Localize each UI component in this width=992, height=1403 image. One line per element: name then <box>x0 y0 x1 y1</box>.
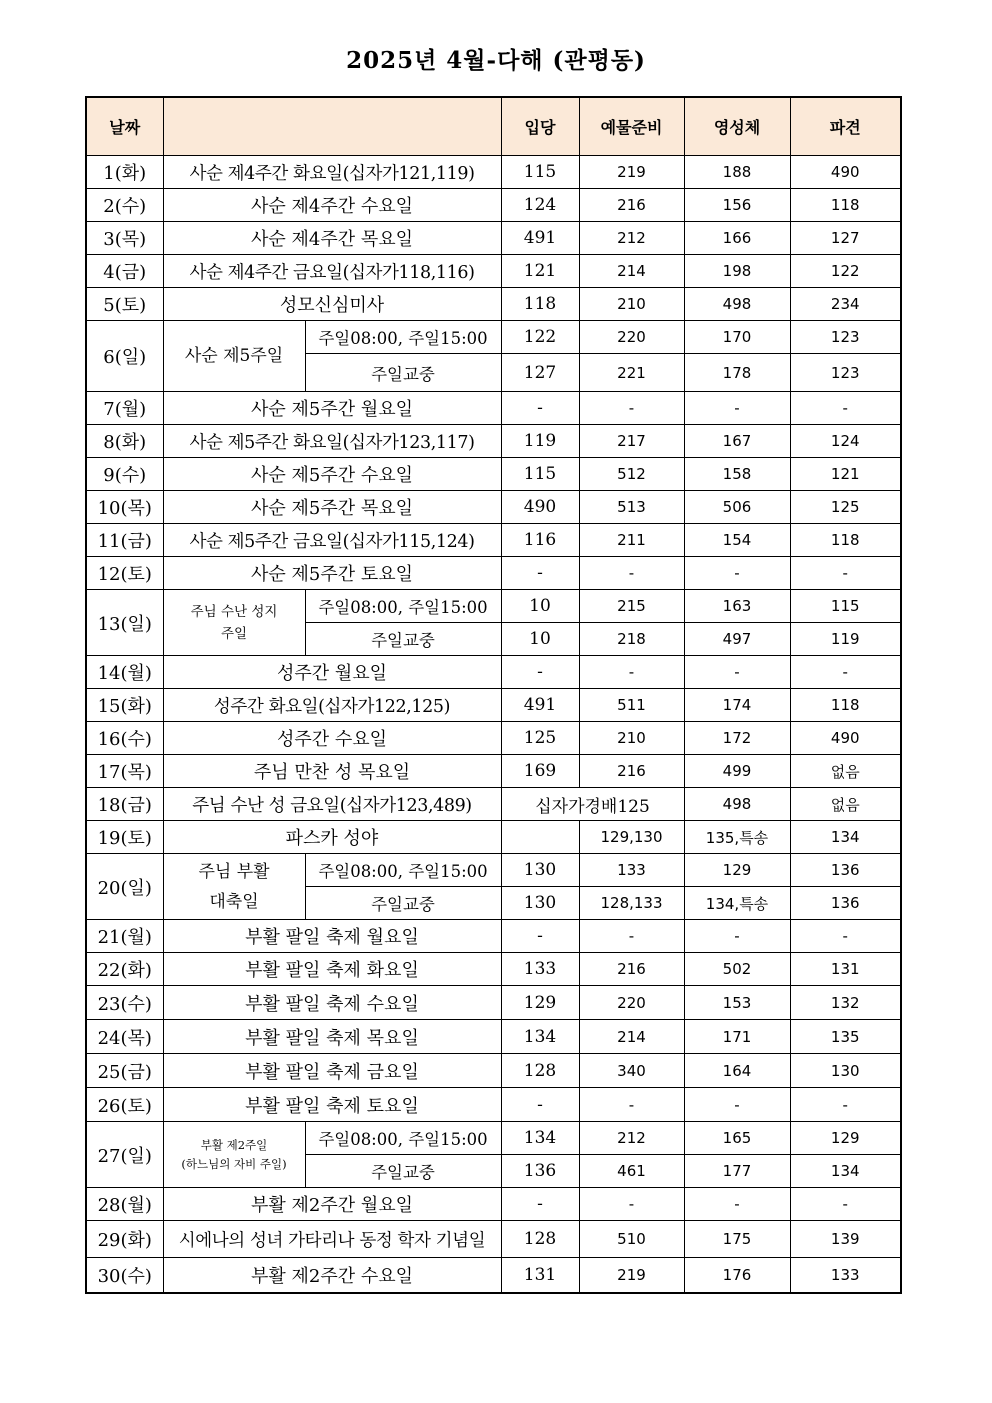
dismissal-value: 121 <box>790 458 901 491</box>
communion-value: 177 <box>684 1155 790 1188</box>
communion-value: - <box>684 557 790 590</box>
date-cell: 22(화) <box>86 953 163 986</box>
dismissal-value: 123 <box>790 321 901 354</box>
dismissal-value: 133 <box>790 1258 901 1293</box>
date-cell: 11(금) <box>86 524 163 557</box>
communion-value: 170 <box>684 321 790 354</box>
communion-value: 165 <box>684 1122 790 1155</box>
communion-value: 497 <box>684 623 790 656</box>
date-cell: 7(월) <box>86 392 163 425</box>
table-row <box>86 986 901 1020</box>
communion-value: 164 <box>684 1054 790 1088</box>
date-cell: 28(월) <box>86 1188 163 1221</box>
offertory-value: 217 <box>579 425 684 458</box>
offertory-value: 513 <box>579 491 684 524</box>
dismissal-value: 132 <box>790 986 901 1020</box>
dismissal-value: 없음 <box>790 788 901 821</box>
service-name-cell: 성모신심미사 <box>163 288 501 321</box>
dismissal-value: 125 <box>790 491 901 524</box>
table-row <box>86 821 901 854</box>
offertory-value: 216 <box>579 755 684 788</box>
entrance-value: 130 <box>501 854 579 887</box>
table-row <box>86 656 901 689</box>
service-name-cell: 성주간 수요일 <box>163 722 501 755</box>
offertory-value: 128,133 <box>579 887 684 920</box>
dismissal-value: 127 <box>790 222 901 255</box>
dismissal-value: - <box>790 920 901 953</box>
entrance-value: 134 <box>501 1020 579 1054</box>
offertory-value: - <box>579 1188 684 1221</box>
service-name-cell: 부활 제2주간 수요일 <box>163 1258 501 1293</box>
communion-value: 166 <box>684 222 790 255</box>
dismissal-value: 129 <box>790 1122 901 1155</box>
service-name-cell: 파스카 성야 <box>163 821 501 854</box>
service-name-cell: 사순 제4주간 금요일(십자가118,116) <box>163 255 501 288</box>
offertory-value: - <box>579 392 684 425</box>
offertory-value: 212 <box>579 222 684 255</box>
entrance-value: 10 <box>501 623 579 656</box>
service-name-cell: 부활 팔일 축제 금요일 <box>163 1054 501 1088</box>
cross-veneration-cell: 십자가경배125 <box>501 788 684 821</box>
entrance-value: 131 <box>501 1258 579 1293</box>
mass-time-cell: 주일08:00, 주일15:00 <box>305 321 501 354</box>
date-cell: 29(화) <box>86 1221 163 1258</box>
offertory-value: 214 <box>579 255 684 288</box>
dismissal-value: 134 <box>790 821 901 854</box>
dismissal-value: 119 <box>790 623 901 656</box>
entrance-value: - <box>501 392 579 425</box>
offertory-value: 211 <box>579 524 684 557</box>
date-cell: 30(수) <box>86 1258 163 1293</box>
entrance-value: 169 <box>501 755 579 788</box>
entrance-value: 118 <box>501 288 579 321</box>
dismissal-value: - <box>790 392 901 425</box>
date-cell: 26(토) <box>86 1088 163 1122</box>
offertory-value: 340 <box>579 1054 684 1088</box>
date-cell: 12(토) <box>86 557 163 590</box>
communion-value: 502 <box>684 953 790 986</box>
dismissal-value: 134 <box>790 1155 901 1188</box>
service-group-line-2: 대축일 <box>209 891 259 912</box>
communion-value: 135,특송 <box>684 821 790 854</box>
dismissal-value: 136 <box>790 887 901 920</box>
offertory-value: 221 <box>579 354 684 392</box>
dismissal-value: 136 <box>790 854 901 887</box>
table-row <box>86 755 901 788</box>
entrance-value: - <box>501 1088 579 1122</box>
communion-value: 498 <box>684 788 790 821</box>
header-date: 날짜 <box>86 97 163 156</box>
communion-value: - <box>684 1188 790 1221</box>
dismissal-value: 118 <box>790 689 901 722</box>
entrance-value: 119 <box>501 425 579 458</box>
offertory-value: 129,130 <box>579 821 684 854</box>
entrance-value: 130 <box>501 887 579 920</box>
date-cell: 10(목) <box>86 491 163 524</box>
service-name-cell: 성주간 화요일(십자가122,125) <box>163 689 501 722</box>
table-row <box>86 156 901 189</box>
service-name-cell: 부활 팔일 축제 목요일 <box>163 1020 501 1054</box>
date-cell: 13(일) <box>86 590 163 656</box>
communion-value: 175 <box>684 1221 790 1258</box>
table-row <box>86 321 901 354</box>
dismissal-value: - <box>790 1088 901 1122</box>
service-name-cell: 사순 제4주간 화요일(십자가121,119) <box>163 156 501 189</box>
entrance-value: 133 <box>501 953 579 986</box>
table-row <box>86 222 901 255</box>
table-row <box>86 255 901 288</box>
dismissal-value: 115 <box>790 590 901 623</box>
communion-value: 171 <box>684 1020 790 1054</box>
date-cell: 23(수) <box>86 986 163 1020</box>
table-row <box>86 1221 901 1258</box>
communion-value: - <box>684 656 790 689</box>
communion-value: 156 <box>684 189 790 222</box>
offertory-value: - <box>579 1088 684 1122</box>
entrance-value: 129 <box>501 986 579 1020</box>
communion-value: 188 <box>684 156 790 189</box>
dismissal-value: 130 <box>790 1054 901 1088</box>
offertory-value: 216 <box>579 189 684 222</box>
date-cell: 15(화) <box>86 689 163 722</box>
service-group-line-2: 주일 <box>220 625 248 642</box>
date-cell: 27(일) <box>86 1122 163 1188</box>
date-cell: 14(월) <box>86 656 163 689</box>
communion-value: 498 <box>684 288 790 321</box>
service-name-cell: 부활 팔일 축제 토요일 <box>163 1088 501 1122</box>
header-service <box>163 97 501 156</box>
table-row <box>86 288 901 321</box>
service-group-cell <box>163 1122 305 1188</box>
mass-time-cell: 주일교중 <box>305 887 501 920</box>
mass-time-cell: 주일교중 <box>305 1155 501 1188</box>
communion-value: 198 <box>684 255 790 288</box>
table-row <box>86 1020 901 1054</box>
service-name-cell: 부활 제2주간 월요일 <box>163 1188 501 1221</box>
service-name-cell: 시에나의 성녀 가타리나 동정 학자 기념일 <box>163 1221 501 1258</box>
date-cell: 24(목) <box>86 1020 163 1054</box>
dismissal-value: 없음 <box>790 755 901 788</box>
dismissal-value: 118 <box>790 524 901 557</box>
service-name-cell: 부활 팔일 축제 월요일 <box>163 920 501 953</box>
header-communion: 영성체 <box>684 97 790 156</box>
header-offertory: 예물준비 <box>579 97 684 156</box>
offertory-value: - <box>579 557 684 590</box>
offertory-value: - <box>579 920 684 953</box>
entrance-value: 115 <box>501 458 579 491</box>
date-cell: 18(금) <box>86 788 163 821</box>
date-cell: 17(목) <box>86 755 163 788</box>
mass-time-cell: 주일08:00, 주일15:00 <box>305 1122 501 1155</box>
service-name-cell: 부활 팔일 축제 화요일 <box>163 953 501 986</box>
service-group-cell <box>163 590 305 656</box>
offertory-value: 214 <box>579 1020 684 1054</box>
table-row <box>86 458 901 491</box>
communion-value: 172 <box>684 722 790 755</box>
dismissal-value: - <box>790 656 901 689</box>
entrance-value: 127 <box>501 354 579 392</box>
date-cell: 21(월) <box>86 920 163 953</box>
header-row <box>86 97 901 156</box>
service-name-cell: 성주간 월요일 <box>163 656 501 689</box>
entrance-value: 128 <box>501 1054 579 1088</box>
offertory-value: 461 <box>579 1155 684 1188</box>
communion-value: 154 <box>684 524 790 557</box>
service-name-cell: 사순 제5주간 목요일 <box>163 491 501 524</box>
table-row <box>86 392 901 425</box>
table-row <box>86 722 901 755</box>
service-group-line-1: 부활 제2주일 <box>200 1137 268 1152</box>
service-name-cell: 사순 제5주간 토요일 <box>163 557 501 590</box>
service-name-cell: 사순 제5주간 수요일 <box>163 458 501 491</box>
service-name-cell: 주님 만찬 성 목요일 <box>163 755 501 788</box>
table-row <box>86 1054 901 1088</box>
dismissal-value: 131 <box>790 953 901 986</box>
date-cell: 19(토) <box>86 821 163 854</box>
offertory-value: 210 <box>579 722 684 755</box>
dismissal-value: 139 <box>790 1221 901 1258</box>
entrance-value: 491 <box>501 689 579 722</box>
entrance-value: 491 <box>501 222 579 255</box>
offertory-value: 210 <box>579 288 684 321</box>
entrance-value: - <box>501 920 579 953</box>
offertory-value: 220 <box>579 986 684 1020</box>
service-group-line-2: (하느님의 자비 주일) <box>181 1156 287 1171</box>
date-cell: 20(일) <box>86 854 163 920</box>
page-title: 2025년 4월-다해 (관평동) <box>346 47 646 74</box>
communion-value: 129 <box>684 854 790 887</box>
date-cell: 8(화) <box>86 425 163 458</box>
table-row <box>86 920 901 953</box>
offertory-value: 218 <box>579 623 684 656</box>
communion-value: - <box>684 920 790 953</box>
service-name-cell: 사순 제5주간 금요일(십자가115,124) <box>163 524 501 557</box>
offertory-value: 133 <box>579 854 684 887</box>
entrance-value: - <box>501 656 579 689</box>
schedule-table <box>85 96 902 1294</box>
offertory-value: 212 <box>579 1122 684 1155</box>
offertory-value: 220 <box>579 321 684 354</box>
entrance-value: 124 <box>501 189 579 222</box>
service-name-cell: 사순 제4주간 목요일 <box>163 222 501 255</box>
offertory-value: 512 <box>579 458 684 491</box>
table-row <box>86 491 901 524</box>
date-cell: 6(일) <box>86 321 163 392</box>
communion-value: 506 <box>684 491 790 524</box>
table-row <box>86 788 901 821</box>
dismissal-value: - <box>790 1188 901 1221</box>
service-group-line-1: 주님 부활 <box>198 861 270 882</box>
entrance-value: 10 <box>501 590 579 623</box>
offertory-value: 219 <box>579 1258 684 1293</box>
table-row <box>86 524 901 557</box>
communion-value: 158 <box>684 458 790 491</box>
entrance-value: - <box>501 557 579 590</box>
dismissal-value: 490 <box>790 722 901 755</box>
date-cell: 1(화) <box>86 156 163 189</box>
entrance-value: 116 <box>501 524 579 557</box>
dismissal-value: 234 <box>790 288 901 321</box>
header-entrance: 입당 <box>501 97 579 156</box>
entrance-value: - <box>501 1188 579 1221</box>
communion-value: 153 <box>684 986 790 1020</box>
table-row <box>86 1258 901 1293</box>
mass-time-cell: 주일교중 <box>305 623 501 656</box>
date-cell: 9(수) <box>86 458 163 491</box>
communion-value: - <box>684 1088 790 1122</box>
service-name-cell: 사순 제5주간 월요일 <box>163 392 501 425</box>
date-cell: 2(수) <box>86 189 163 222</box>
dismissal-value: 135 <box>790 1020 901 1054</box>
dismissal-value: 490 <box>790 156 901 189</box>
communion-value: 167 <box>684 425 790 458</box>
table-row <box>86 953 901 986</box>
offertory-value: 215 <box>579 590 684 623</box>
entrance-value: 490 <box>501 491 579 524</box>
mass-time-cell: 주일08:00, 주일15:00 <box>305 854 501 887</box>
service-name-cell: 사순 제4주간 수요일 <box>163 189 501 222</box>
entrance-value: 115 <box>501 156 579 189</box>
table-row <box>86 1088 901 1122</box>
communion-value: 134,특송 <box>684 887 790 920</box>
service-name-cell: 사순 제5주간 화요일(십자가123,117) <box>163 425 501 458</box>
service-name-cell: 부활 팔일 축제 수요일 <box>163 986 501 1020</box>
offertory-value: 511 <box>579 689 684 722</box>
table-row <box>86 557 901 590</box>
table-row <box>86 1188 901 1221</box>
service-group-cell: 사순 제5주일 <box>163 321 305 392</box>
date-cell: 5(토) <box>86 288 163 321</box>
offertory-value: - <box>579 656 684 689</box>
date-cell: 4(금) <box>86 255 163 288</box>
entrance-value: 128 <box>501 1221 579 1258</box>
offertory-value: 219 <box>579 156 684 189</box>
date-cell: 3(목) <box>86 222 163 255</box>
communion-value: 176 <box>684 1258 790 1293</box>
mass-time-cell: 주일교중 <box>305 354 501 392</box>
entrance-value: 125 <box>501 722 579 755</box>
communion-value: 174 <box>684 689 790 722</box>
communion-value: 163 <box>684 590 790 623</box>
communion-value: - <box>684 392 790 425</box>
dismissal-value: 122 <box>790 255 901 288</box>
service-group-line-1: 주님 수난 성지 <box>190 603 278 620</box>
table-row <box>86 854 901 887</box>
date-cell: 25(금) <box>86 1054 163 1088</box>
mass-time-cell: 주일08:00, 주일15:00 <box>305 590 501 623</box>
dismissal-value: 118 <box>790 189 901 222</box>
table-row <box>86 689 901 722</box>
communion-value: 178 <box>684 354 790 392</box>
entrance-value: 136 <box>501 1155 579 1188</box>
entrance-value: 122 <box>501 321 579 354</box>
entrance-value <box>501 821 579 854</box>
offertory-value: 510 <box>579 1221 684 1258</box>
table-row <box>86 425 901 458</box>
entrance-value: 134 <box>501 1122 579 1155</box>
service-group-cell <box>163 854 305 920</box>
dismissal-value: - <box>790 557 901 590</box>
table-row <box>86 189 901 222</box>
offertory-value: 216 <box>579 953 684 986</box>
entrance-value: 121 <box>501 255 579 288</box>
service-name-cell: 주님 수난 성 금요일(십자가123,489) <box>163 788 501 821</box>
dismissal-value: 123 <box>790 354 901 392</box>
table-row <box>86 590 901 623</box>
table-row <box>86 1122 901 1155</box>
header-dismissal: 파견 <box>790 97 901 156</box>
communion-value: 499 <box>684 755 790 788</box>
dismissal-value: 124 <box>790 425 901 458</box>
date-cell: 16(수) <box>86 722 163 755</box>
